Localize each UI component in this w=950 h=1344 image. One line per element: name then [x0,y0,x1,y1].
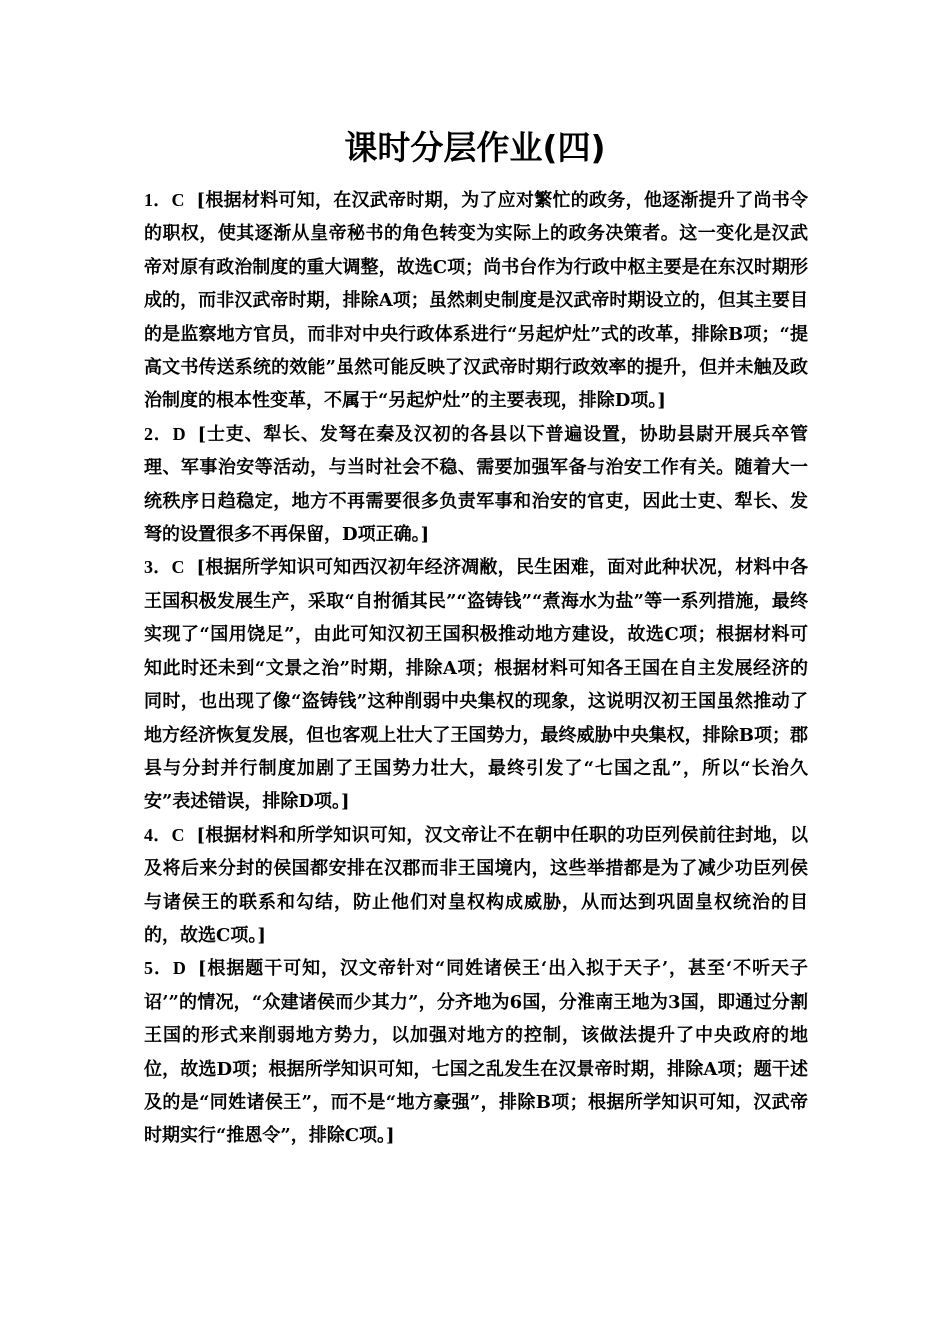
answer-number: 2．D [144,423,186,444]
answer-item-2 [144,418,808,552]
answer-explanation: [根据题干可知，汉文帝针对“同姓诸侯王‘出入拟于天子’，甚至‘不听天子诏’”的情况，“众建诸侯而少其力”，分齐地为6国，分淮南王地为3国，即通过分割王国的形式来削弱地方势力，以加强对地方的控制，该做法提升了中央政府的地位，故选D项；根据所学知识可知，七国之乱发生在汉景帝时期，排除A项；题干述及的是“同姓诸侯王”，而不是“地方豪强”，排除B项；根据所学知识可知，汉武帝时期实行“推恩令”，排除C项。] [144,958,808,1147]
answer-number: 4．C [144,824,185,845]
page-title: 课时分层作业(四) [344,128,606,167]
answer-explanation: [根据材料可知，在汉武帝时期，为了应对繁忙的政务，他逐渐提升了尚书令的职权，使其逐渐从皇帝秘书的角色转变为实际上的政务决策者。这一变化是汉武帝对原有政治制度的重大调整，故选C项；尚书台作为行政中枢主要是在东汉时期形成的，而非汉武帝时期，排除A项；虽然刺史制度是汉武帝时期设立的，但其主要目的是监察地方官员，而非对中央行政体系进行“另起炉灶”式的改革，排除B项；“提高文书传送系统的效能”虽然可能反映了汉武帝时期行政效率的提升，但并未触及政治制度的根本性变革，不属于“另起炉灶”的主要表现，排除D项。] [144,190,809,412]
answer-explanation: [士吏、犁长、发弩在秦及汉初的各县以下普遍设置，协助县尉开展兵卒管理、军事治安等活动，与当时社会不稳、需要加强军备与治安工作有关。随着大一统秩序日趋稳定，地方不再需要很多负责军事和治安的官吏，因此士吏、犁长、发弩的设置很多不再保留，D项正确。] [144,423,809,546]
answer-item-5 [144,952,808,1152]
answer-list [144,184,808,1153]
answer-item-4 [144,819,808,953]
answer-number: 3．C [144,557,185,578]
answer-explanation: [根据材料和所学知识可知，汉文帝让不在朝中任职的功臣列侯前往封地，以及将后来分封的侯国都安排在汉郡而非王国境内，这些举措都是为了减少功臣列侯与诸侯王的联系和勾结，防止他们对皇权构成威胁，从而达到巩固皇权统治的目的，故选C项。] [144,824,809,946]
answer-explanation: [根据所学知识可知西汉初年经济凋敝，民生困难，面对此种状况，材料中各王国积极发展生产，采取“自拊循其民”“盗铸钱”“煮海水为盐”等一系列措施，最终实现了“国用饶足”，由此可知汉初王国积极推动地方建设，故选C项；根据材料可知此时还未到“文景之治”时期，排除A项；根据材料可知各王国在自主发展经济的同时，也出现了像“盗铸钱”这种削弱中央集权的现象，这说明汉初王国虽然推动了地方经济恢复发展，但也客观上壮大了王国势力，最终威胁中央集权，排除B项；郡县与分封并行制度加剧了王国势力壮大，最终引发了“七国之乱”，所以“长治久安”表述错误，排除D项。] [144,557,809,813]
answer-number: 1．C [144,190,185,210]
answer-item-3 [144,551,808,818]
answer-item-1 [144,184,808,418]
answer-number: 5．D [144,958,186,979]
